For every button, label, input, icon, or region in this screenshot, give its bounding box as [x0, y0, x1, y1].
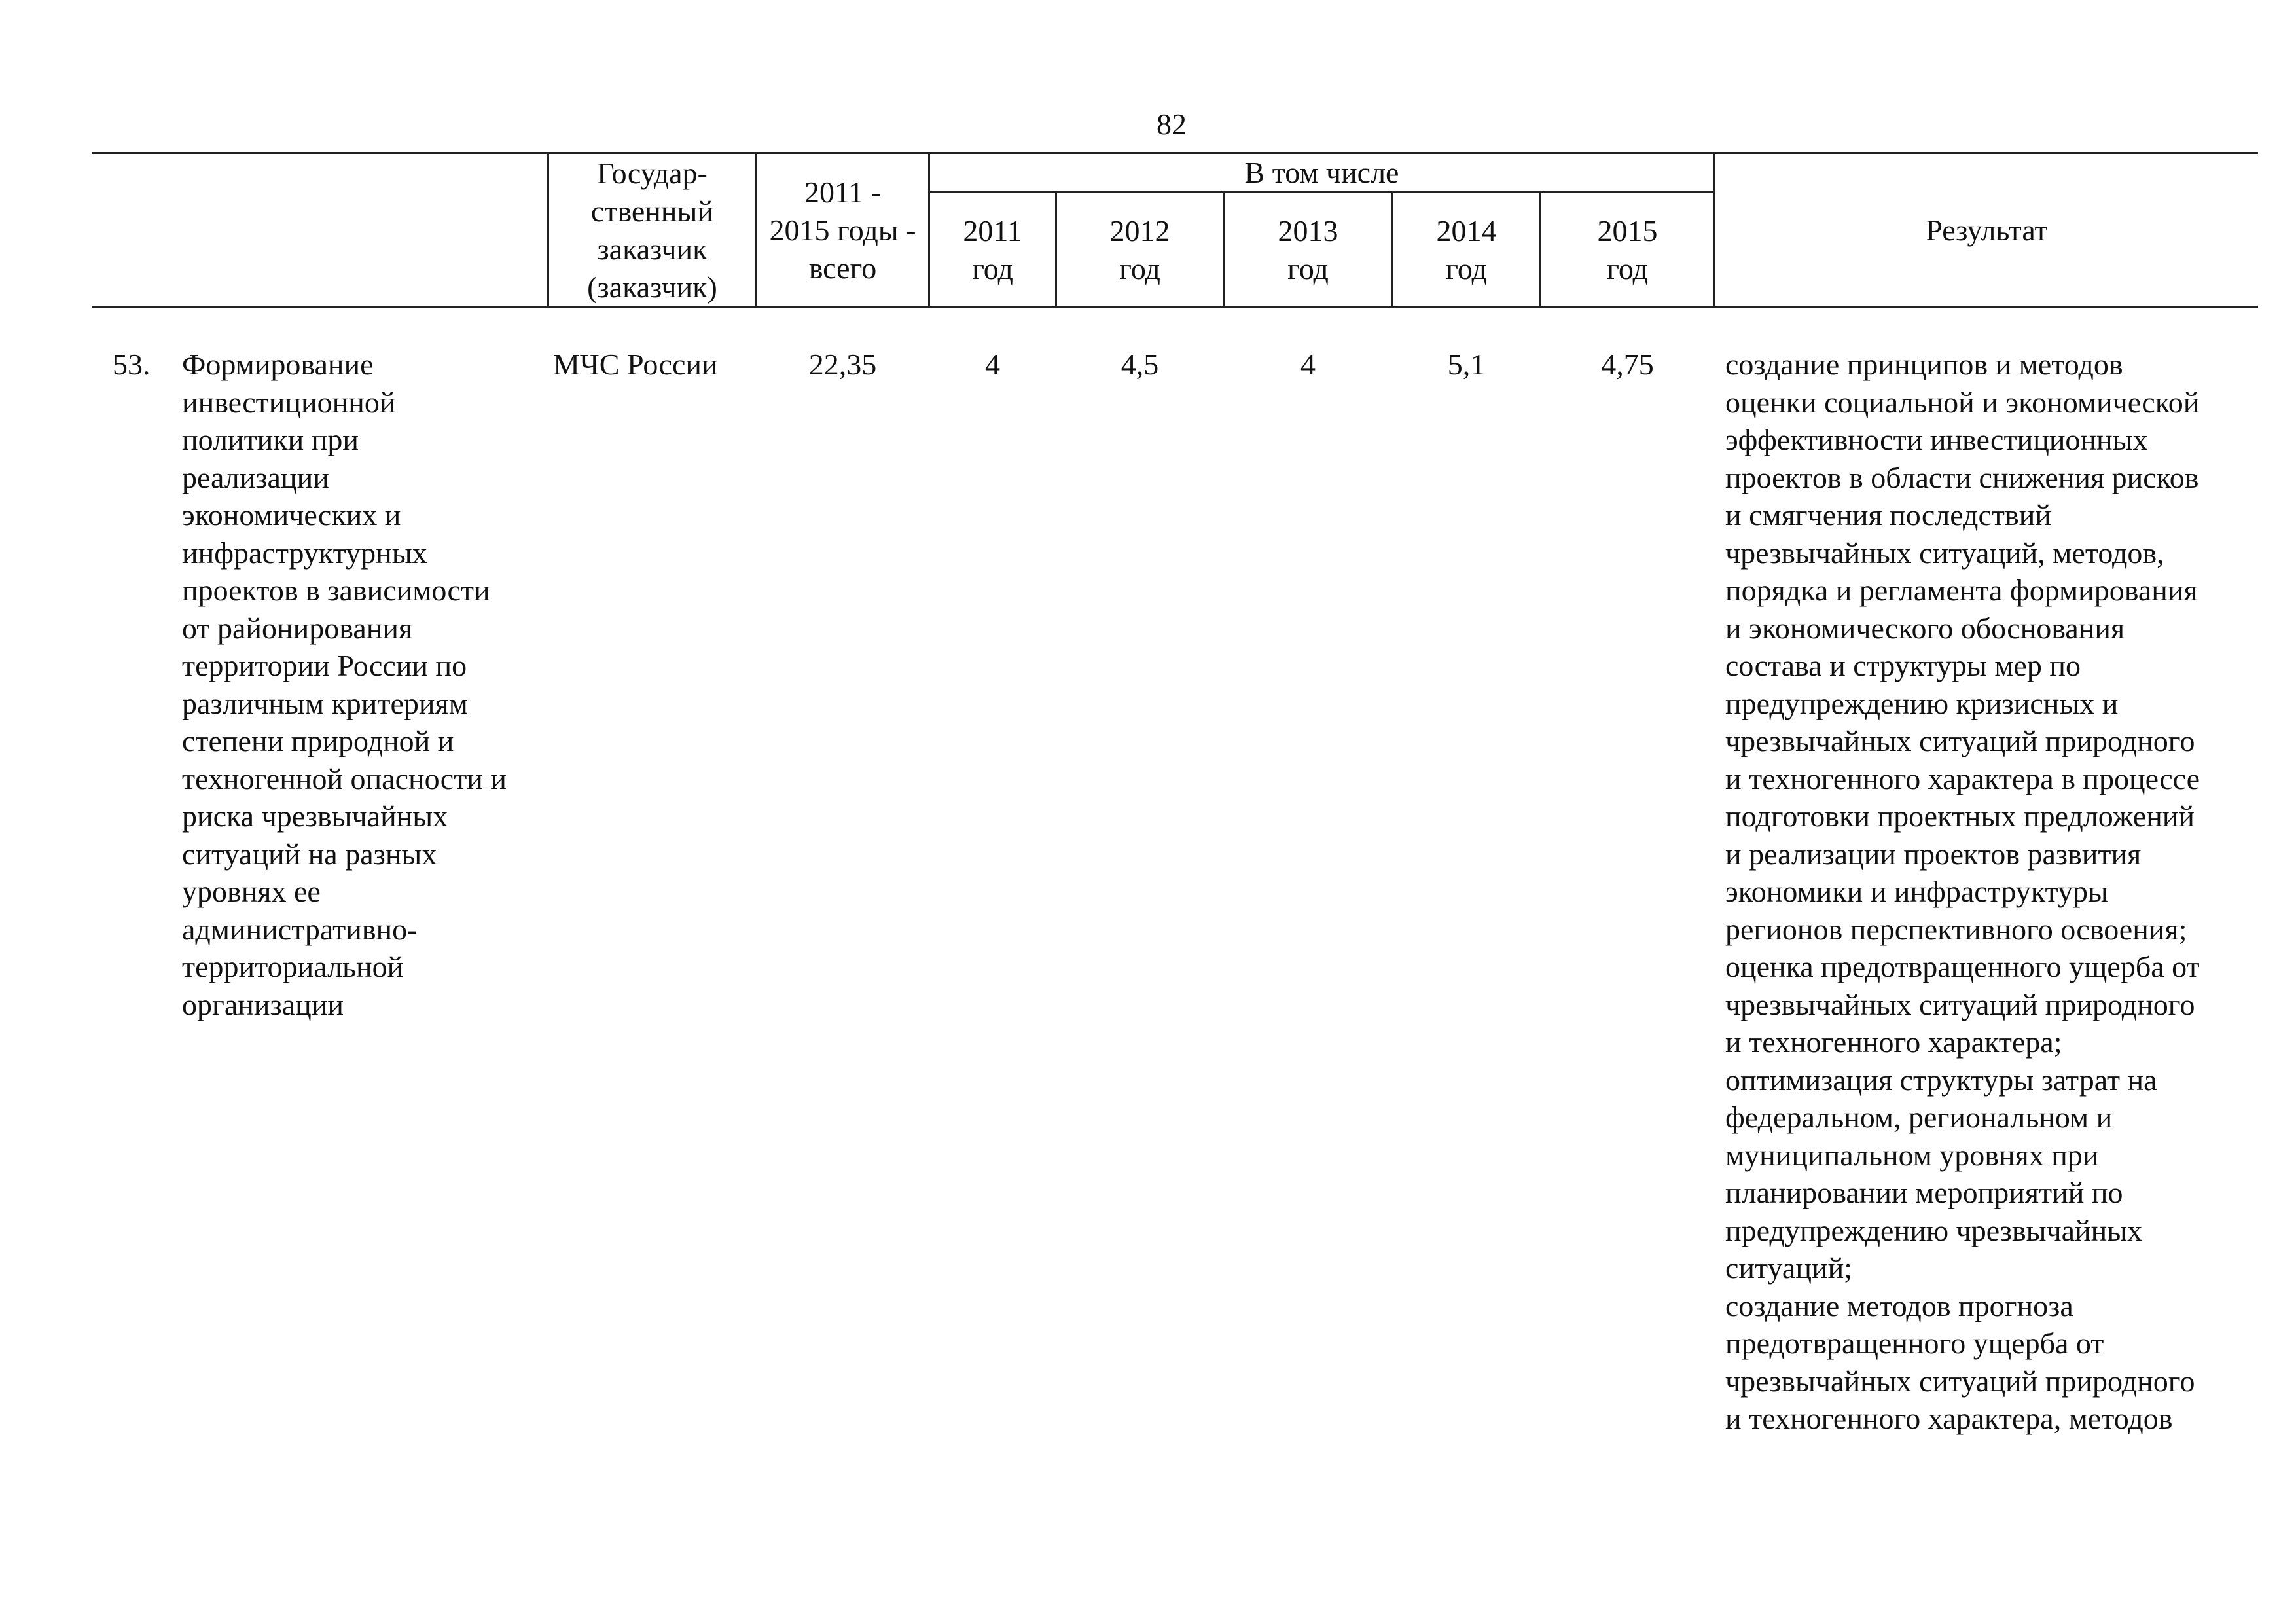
row-2015: 4,75: [1601, 348, 1654, 381]
page-number: 82: [1157, 107, 1187, 141]
row-title: Формирование инвестиционной политики при реализации экономических и инфраструктурных проектов в зависимости от районирования территории России по различным критериям степени природной и техногенной опасности и риска чрезвычайных ситуаций на разных уровнях ее административно- территориальной организации: [182, 348, 507, 1021]
row-total: 22,35: [808, 348, 877, 381]
header-including: В том числе: [1244, 155, 1399, 189]
header-total: 2011 - 2015 годы - всего: [769, 175, 916, 285]
row-customer: МЧС России: [553, 348, 718, 381]
header-bottom-rule: [92, 306, 2258, 308]
row-number: 53.: [113, 348, 151, 381]
row-2013: 4: [1300, 348, 1316, 381]
header-year-2011: 2011 год: [963, 213, 1022, 285]
header-year-2013: 2013 год: [1278, 213, 1338, 285]
header-year-2012: 2012 год: [1109, 213, 1170, 285]
header-customer: Государ- ственный заказчик (заказчик): [587, 156, 717, 304]
row-2014: 5,1: [1447, 348, 1486, 381]
row-result: создание принципов и методов оценки социальной и экономической эффективности инвестиционных проектов в области снижения рисков и смягчения последствий чрезвычайных ситуаций, методов, порядка и регламента формирования и экономического обоснования состава и структуры мер по предупреждению кризисных и чрезвычайных ситуаций природного и техногенного характера в процессе подготовки проектных предложений и реализации проектов развития экономики и инфраструктуры регионов перспективного освоения; оценка предотвращенного ущерба от чрезвычайных ситуаций природного и техногенного характера; оптимизация структуры затрат на федеральном, региональном и муниципальном уровнях при планировании мероприятий по предупреждению чрезвычайных ситуаций; создание методов прогноза предотвращенного ущерба от чрезвычайных ситуаций природного и техногенного характера, методов: [1725, 348, 2200, 1435]
row-2011: 4: [985, 348, 1000, 381]
header-result: Результат: [1926, 213, 2048, 247]
header-year-2014: 2014 год: [1436, 213, 1497, 285]
row-2012: 4,5: [1121, 348, 1159, 381]
header-year-2015: 2015 год: [1597, 213, 1658, 285]
